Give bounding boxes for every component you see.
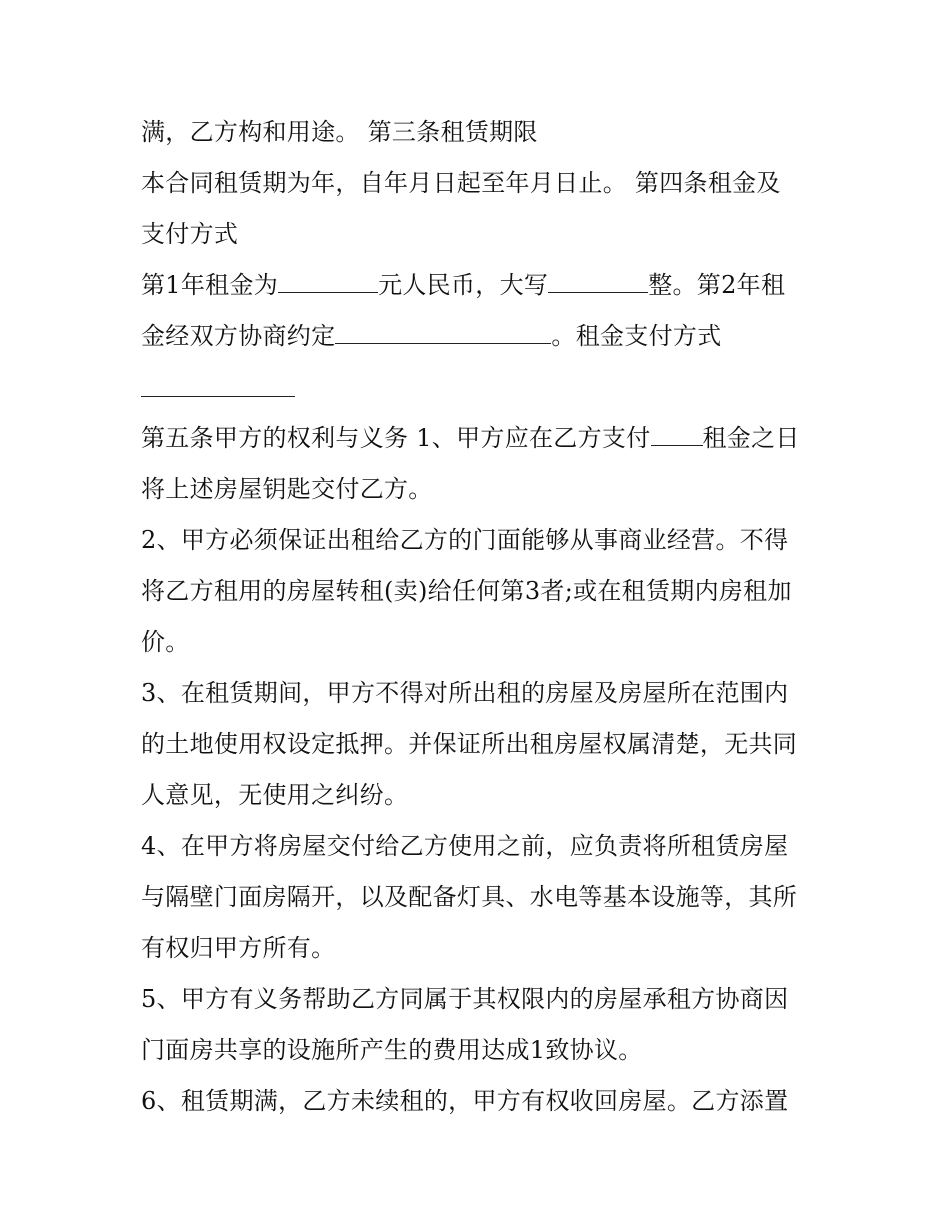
text-line-article-five — [141, 413, 821, 464]
fill-blank — [141, 370, 295, 397]
text-line: 5、甲方有义务帮助乙方同属于其权限内的房屋承租方协商因 — [141, 985, 789, 1013]
text-line: 有权归甲方所有。 — [141, 934, 336, 962]
text-line: 6、租赁期满，乙方未续租的，甲方有权收回房屋。乙方添置 — [141, 1087, 789, 1115]
text-line: 的土地使用权设定抵押。并保证所出租房屋权属清楚，无共同 — [141, 730, 798, 758]
text-line: 价。 — [141, 628, 190, 656]
text-line: 4、在甲方将房屋交付给乙方使用之前，应负责将所租赁房屋 — [141, 832, 789, 860]
fill-blank — [651, 419, 703, 446]
text-fragment: 整。第2年租 — [648, 271, 786, 299]
text-line: 将乙方租用的房屋转租(卖)给任何第3者;或在租赁期内房租加 — [141, 577, 792, 605]
text-line: 人意见，无使用之纠纷。 — [141, 781, 409, 809]
text-fragment: 元人民币，大写 — [378, 271, 549, 299]
text-line: 与隔壁门面房隔开，以及配备灯具、水电等基本设施等，其所 — [141, 883, 798, 911]
text-line: 支付方式 — [141, 220, 239, 248]
text-fragment: 第五条甲方的权利与义务 1、甲方应在乙方支付 — [141, 424, 651, 452]
fill-blank — [278, 266, 378, 293]
text-line: 将上述房屋钥匙交付乙方。 — [141, 475, 433, 503]
text-line: 3、在租赁期间，甲方不得对所出租的房屋及房屋所在范围内 — [141, 679, 789, 707]
text-line: 2、甲方必须保证出租给乙方的门面能够从事商业经营。不得 — [141, 526, 789, 554]
text-fragment: 金经双方协商约定 — [141, 322, 336, 350]
text-fragment: 第1年租金为 — [141, 271, 279, 299]
text-line-rent-second-year — [141, 311, 821, 362]
payment-method-blank-line — [141, 362, 821, 413]
document-body — [141, 107, 821, 1127]
fill-blank — [548, 266, 648, 293]
text-line-rent-first-year — [141, 260, 821, 311]
text-line: 满，乙方构和用途。 第三条租赁期限 — [141, 118, 538, 146]
text-fragment: 。租金支付方式 — [551, 322, 722, 350]
text-fragment: 租金之日 — [702, 424, 800, 452]
fill-blank — [335, 317, 551, 344]
text-line: 门面房共享的设施所产生的费用达成1致协议。 — [141, 1036, 643, 1064]
text-line: 本合同租赁期为年，自年月日起至年月日止。 第四条租金及 — [141, 169, 781, 197]
